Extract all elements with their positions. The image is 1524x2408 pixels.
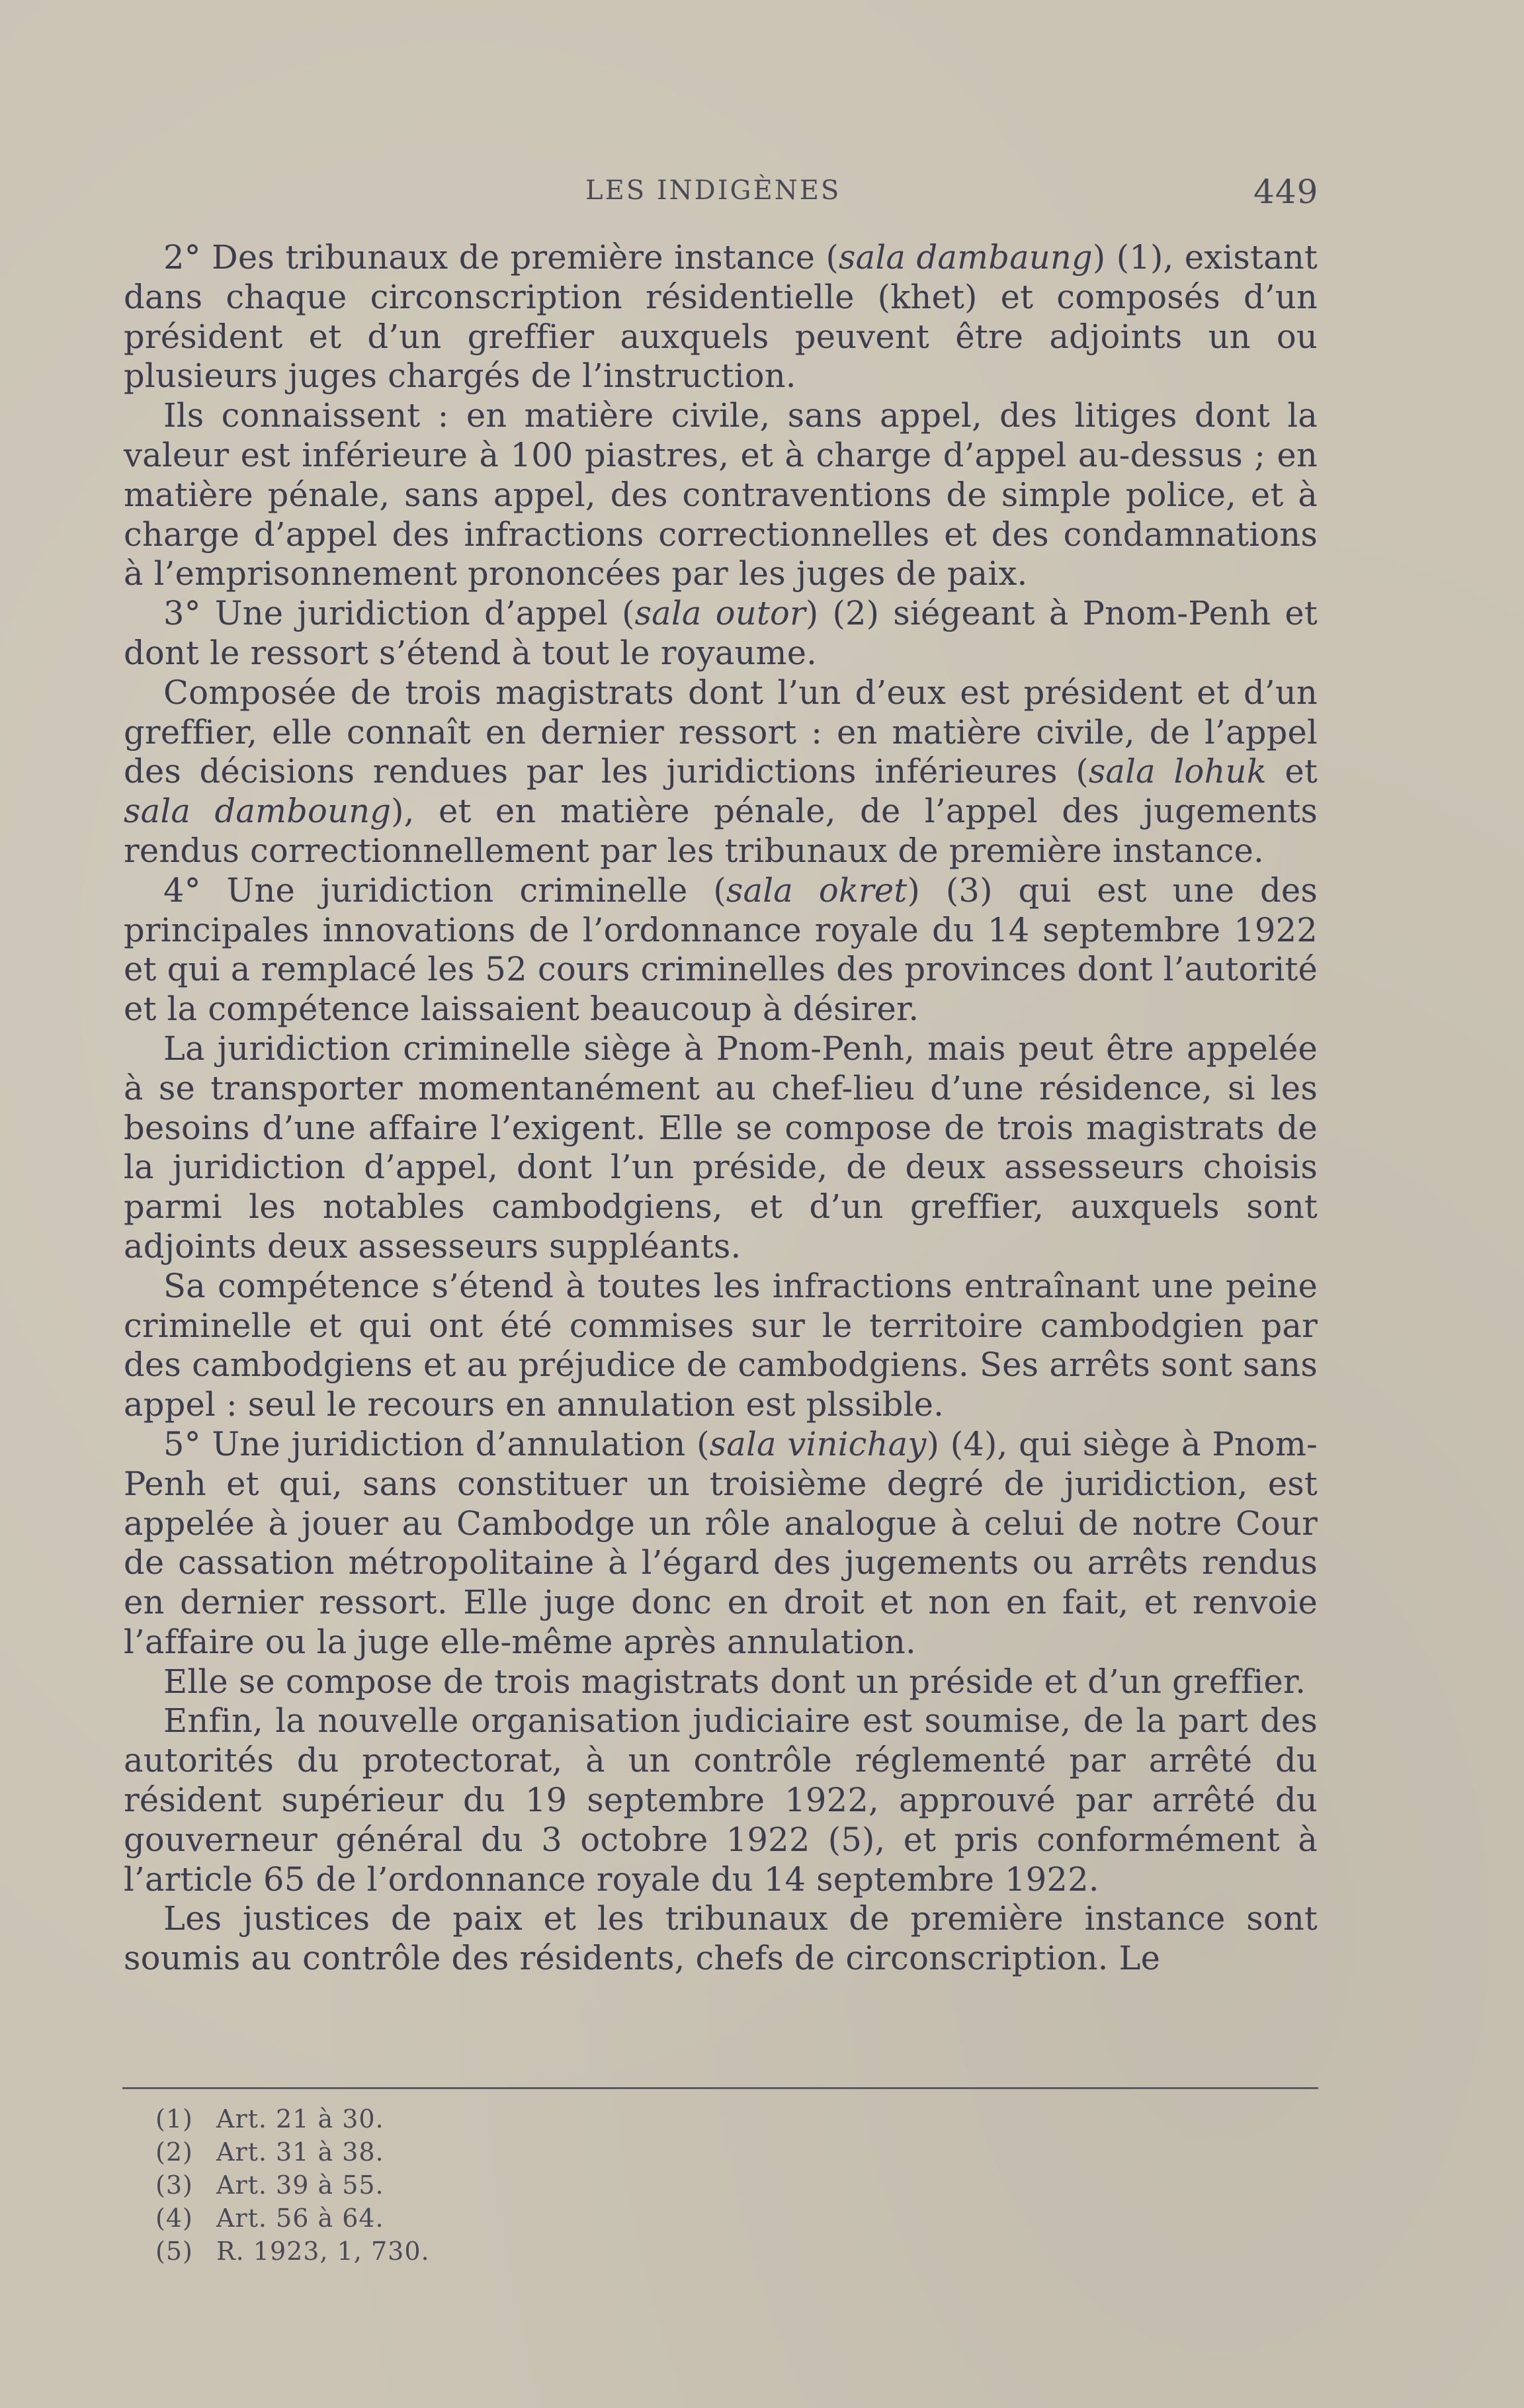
paragraph	[124, 1267, 1318, 1425]
text-run: Elle se compose de trois magistrats dont un préside et d’un greffier.	[163, 1662, 1306, 1701]
text-run: 4° Une juridiction criminelle (	[163, 871, 726, 910]
paragraph	[124, 1425, 1318, 1662]
italic-term: sala dambaung	[839, 238, 1093, 277]
text-run: Ils connaissent : en matière civile, sans appel, des litiges dont la valeur est inférieure à 100 piastres, et à charge d’appel au-dessus ; en matière pénale, sans appel, des contraventions de simple police, et à charge d’appel des infractions correctionnelles et des condamnations à l’emprisonnement prononcées par les juges de paix.	[124, 396, 1318, 593]
text-run: La juridiction criminelle siège à Pnom-Penh, mais peut être appelée à se transporter momentanément au chef-lieu d’une résidence, si les besoins d’une affaire l’exigent. Elle se compose de trois magistrats de la juridiction d’appel, dont l’un préside, de deux assesseurs choisis parmi les notables cambodgiens, et d’un greffier, auxquels sont adjoints deux assesseurs suppléants.	[124, 1029, 1318, 1266]
running-title: LES INDIGÈNES	[585, 175, 841, 206]
paragraph	[124, 1701, 1318, 1899]
italic-term: sala vinichay	[709, 1424, 927, 1463]
paragraph	[124, 1899, 1318, 1979]
italic-term: sala outor	[634, 594, 806, 633]
text-run: et	[1266, 752, 1318, 791]
italic-term: sala lohuk	[1088, 752, 1267, 791]
footnote-marker: (5)	[155, 2237, 193, 2266]
footnote-marker: (4)	[155, 2204, 193, 2233]
text-run: Composée de trois magistrats dont l’un d’eux est président et d’un greffier, elle connaît en dernier ressort : en matière civile, de l’appel des décisions rendues par les juridictions inférieures (	[124, 673, 1318, 791]
footnotes	[155, 2102, 430, 2268]
footnote-text: Art. 56 à 64.	[216, 2204, 384, 2233]
text-run: ) (1), existant dans chaque circonscription résidentielle (khet) et composés d’un président et d’un greffier auxquels peuvent être adjoints un ou plusieurs juges chargés de l’instruction.	[124, 238, 1318, 396]
paragraph	[124, 871, 1318, 1029]
text-run: 3° Une juridiction d’appel (	[163, 594, 635, 633]
paragraph	[124, 1029, 1318, 1267]
text-run: ), et en matière pénale, de l’appel des jugements rendus correctionnellement par les tribunaux de première instance.	[124, 792, 1318, 870]
footnote-marker: (3)	[155, 2171, 193, 2200]
footnote	[155, 2169, 430, 2202]
paragraph	[124, 594, 1318, 673]
text-run: Sa compétence s’étend à toutes les infractions entraînant une peine criminelle et qui ont été commises sur le territoire cambodgien par des cambodgiens et au préjudice de cambodgiens. Ses arrêts sont sans appel : seul le recours en annulation est plssible.	[124, 1266, 1318, 1424]
footnote	[155, 2202, 430, 2235]
footnote	[155, 2235, 430, 2268]
footnote-divider	[122, 2087, 1318, 2089]
text-run: Les justices de paix et les tribunaux de première instance sont soumis au contrôle des résidents, chefs de circonscription. Le	[124, 1899, 1318, 1978]
text-run: Enfin, la nouvelle organisation judiciaire est soumise, de la part des autorités du protectorat, à un contrôle réglementé par arrêté du résident supérieur du 19 septembre 1922, approuvé par arrêté du gouverneur général du 3 octobre 1922 (5), et pris conformément à l’article 65 de l’ordonnance royale du 14 septembre 1922.	[124, 1701, 1318, 1899]
text-run: ) (3) qui est une des principales innovations de l’ordonnance royale du 14 septembre 1922 et qui a remplacé les 52 cours criminelles des provinces dont l’autorité et la compétence laissaient beaucoup à désirer.	[124, 871, 1318, 1029]
footnote-text: Art. 31 à 38.	[216, 2137, 384, 2167]
running-header	[0, 169, 1524, 215]
footnote	[155, 2102, 430, 2135]
text-run: 2° Des tribunaux de première instance (	[163, 238, 839, 277]
footnote-marker: (2)	[155, 2137, 193, 2167]
paragraph	[124, 1662, 1318, 1702]
paragraph	[124, 238, 1318, 396]
footnote-text: Art. 21 à 30.	[216, 2104, 384, 2133]
footnote-text: Art. 39 à 55.	[216, 2171, 384, 2200]
footnote	[155, 2135, 430, 2169]
body-text	[124, 238, 1318, 1979]
italic-term: sala okret	[726, 871, 908, 910]
footnote-text: R. 1923, 1, 730.	[216, 2237, 430, 2266]
paragraph	[124, 396, 1318, 594]
text-run: ) (4), qui siège à Pnom-Penh et qui, sans constituer un troisième degré de juridiction, est appelée à jouer au Cambodge un rôle analogue à celui de notre Cour de cassation métropolitaine à l’égard des jugements ou arrêts rendus en dernier ressort. Elle juge donc en droit et non en fait, et renvoie l’affaire ou la juge elle-même après annulation.	[124, 1424, 1318, 1661]
italic-term: sala damboung	[124, 792, 392, 831]
text-run: ) (2) siégeant à Pnom-Penh et dont le ressort s’étend à tout le royaume.	[124, 594, 1318, 672]
page-number: 449	[1253, 173, 1319, 211]
text-run: 5° Une juridiction d’annulation (	[163, 1424, 710, 1463]
paragraph	[124, 673, 1318, 871]
footnote-marker: (1)	[155, 2104, 193, 2133]
